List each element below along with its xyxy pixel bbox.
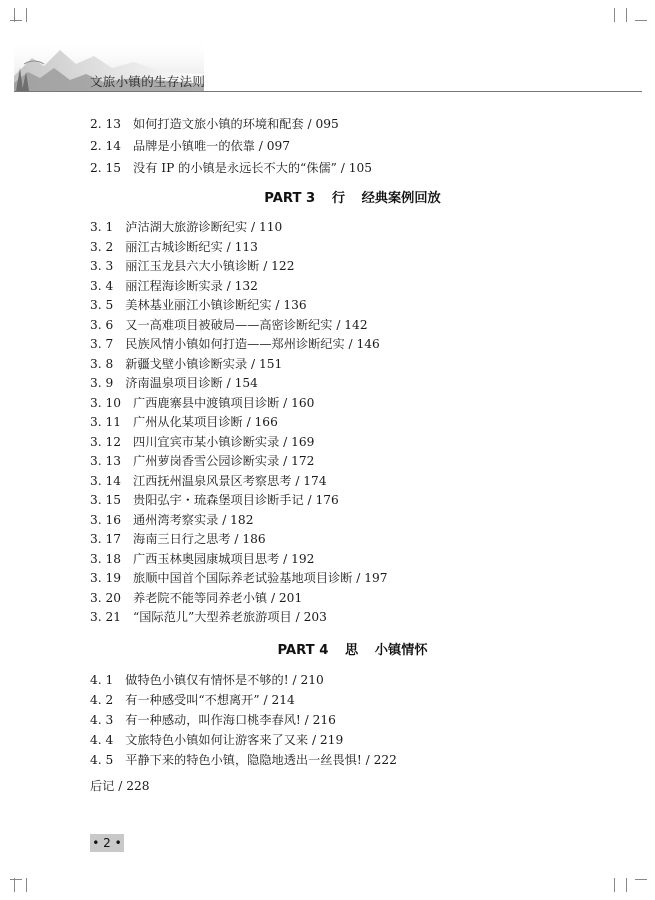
toc-entry	[90, 334, 380, 354]
part-char: 行	[331, 191, 346, 206]
toc-entry	[90, 549, 314, 569]
toc-entry	[90, 750, 397, 770]
toc-entry	[90, 730, 343, 750]
entry-title: 美林基业丽江小镇诊断纪实 / 136	[125, 298, 307, 312]
running-header-title: 文旅小镇的生存法则	[90, 74, 206, 89]
part-title: 小镇情怀	[374, 643, 428, 658]
toc-entry	[90, 256, 294, 276]
toc-entry	[90, 158, 372, 178]
toc-entry	[90, 510, 253, 530]
entry-title: 广西鹿寨县中渡镇项目诊断 / 160	[133, 395, 315, 410]
crop-mark	[26, 8, 41, 22]
crop-mark	[10, 879, 22, 880]
part-label: PART 4	[277, 643, 329, 658]
entry-number: 3. 14	[90, 473, 122, 488]
entry-title: 品牌是小镇唯一的依靠 / 097	[133, 139, 291, 153]
entry-title: 丽江程海诊断实录 / 132	[125, 278, 258, 293]
toc-entry	[90, 471, 327, 491]
entry-title: 有一种感受叫“不想离开” / 214	[125, 693, 295, 707]
entry-number: 3. 7	[90, 337, 114, 351]
part-4-heading	[0, 640, 655, 662]
toc-entry	[90, 295, 307, 315]
entry-title: 有一种感动，叫作海口桃李春风! / 216	[125, 713, 336, 727]
toc-entry	[90, 529, 266, 549]
afterword-entry: 后记 / 228	[90, 779, 150, 793]
entry-number: 3. 2	[90, 239, 114, 254]
toc-entry	[90, 412, 278, 432]
entry-number: 4. 3	[90, 713, 114, 727]
entry-number: 3. 13	[90, 454, 122, 468]
header-rule	[14, 91, 642, 92]
toc-entry	[90, 690, 295, 710]
entry-title: 如何打造文旅小镇的环境和配套 / 095	[133, 117, 339, 131]
entry-title: 四川宜宾市某小镇诊断实录 / 169	[133, 434, 315, 449]
entry-title: 济南温泉项目诊断 / 154	[125, 376, 258, 390]
entry-title: 广州从化某项目诊断 / 166	[133, 415, 278, 429]
crop-mark	[635, 20, 647, 21]
entry-number: 3. 15	[90, 493, 122, 507]
toc-entry	[90, 393, 314, 413]
entry-title: 文旅特色小镇如何让游客来了又来 / 219	[125, 733, 344, 747]
toc-entry	[90, 373, 258, 393]
entry-title: 民族风情小镇如何打造——郑州诊断纪实 / 146	[125, 337, 380, 351]
entry-title: 贵阳弘宇・琉森堡项目诊断手记 / 176	[133, 493, 339, 507]
crop-mark	[635, 879, 647, 880]
part-char: 思	[345, 643, 359, 658]
toc-entry	[90, 670, 324, 690]
entry-title: 旅顺中国首个国际养老试验基地项目诊断 / 197	[133, 571, 388, 585]
entry-title: 养老院不能等同养老小镇 / 201	[133, 590, 303, 605]
entry-title: 江西抚州温泉风景区考察思考 / 174	[133, 473, 327, 488]
entry-title: 广西玉林奥园康城项目思考 / 192	[133, 551, 315, 566]
entry-title: 没有 IP 的小镇是永远长不大的“侏儒” / 105	[133, 161, 372, 175]
entry-number: 2. 14	[90, 139, 122, 153]
toc-entry	[90, 607, 327, 627]
entry-number: 3. 8	[90, 356, 114, 371]
entry-number: 3. 21	[90, 610, 122, 624]
entry-number: 4. 1	[90, 673, 114, 687]
entry-number: 3. 19	[90, 571, 122, 585]
entry-number: 3. 12	[90, 434, 122, 449]
toc-entry	[90, 490, 339, 510]
page-number: • 2 •	[90, 834, 124, 852]
toc-entry	[90, 217, 282, 237]
entry-number: 3. 18	[90, 551, 122, 566]
toc-entry	[90, 276, 258, 296]
entry-title: 平静下来的特色小镇，隐隐地透出一丝畏惧! / 222	[125, 753, 397, 767]
entry-number: 3. 6	[90, 317, 114, 332]
entry-title: “国际范儿”大型养老旅游项目 / 203	[133, 610, 327, 624]
entry-title: 又一高难项目被破局——高密诊断纪实 / 142	[125, 317, 368, 332]
entry-number: 3. 4	[90, 278, 114, 293]
entry-number: 3. 16	[90, 512, 122, 527]
toc-entry	[90, 114, 339, 134]
entry-number: 3. 1	[90, 220, 114, 234]
toc-entry	[90, 710, 336, 730]
toc-entry	[90, 315, 368, 335]
crop-mark	[626, 878, 641, 892]
toc-entry	[90, 136, 290, 156]
entry-number: 2. 13	[90, 117, 122, 131]
entry-title: 海南三日行之思考 / 186	[133, 532, 266, 546]
entry-title: 通州湾考察实录 / 182	[133, 512, 254, 527]
entry-title: 做特色小镇仅有情怀是不够的! / 210	[125, 673, 324, 687]
toc-entry	[90, 451, 314, 471]
entry-number: 3. 3	[90, 259, 114, 273]
part-3-heading	[0, 188, 655, 210]
entry-title: 广州萝岗香雪公园诊断实录 / 172	[133, 454, 315, 468]
entry-number: 4. 5	[90, 753, 114, 767]
toc-entry	[90, 237, 258, 257]
entry-number: 3. 9	[90, 376, 114, 390]
entry-number: 4. 4	[90, 733, 114, 747]
toc-entry	[90, 432, 314, 452]
entry-number: 3. 11	[90, 415, 122, 429]
entry-number: 3. 5	[90, 298, 114, 312]
toc-entry	[90, 568, 388, 588]
toc-entry	[90, 354, 282, 374]
entry-number: 3. 20	[90, 590, 122, 605]
entry-number: 3. 10	[90, 395, 122, 410]
entry-title: 泸沽湖大旅游诊断纪实 / 110	[125, 220, 283, 234]
part-title: 经典案例回放	[361, 191, 441, 206]
toc-entry	[90, 588, 302, 608]
entry-number: 3. 17	[90, 532, 122, 546]
entry-title: 新疆戈壁小镇诊断实录 / 151	[125, 356, 283, 371]
part-label: PART 3	[264, 191, 316, 206]
crop-mark	[10, 20, 22, 21]
entry-number: 4. 2	[90, 693, 114, 707]
entry-number: 2. 15	[90, 161, 122, 175]
crop-mark	[26, 878, 41, 892]
entry-title: 丽江玉龙县六大小镇诊断 / 122	[125, 259, 295, 273]
entry-title: 丽江古城诊断纪实 / 113	[125, 239, 258, 254]
